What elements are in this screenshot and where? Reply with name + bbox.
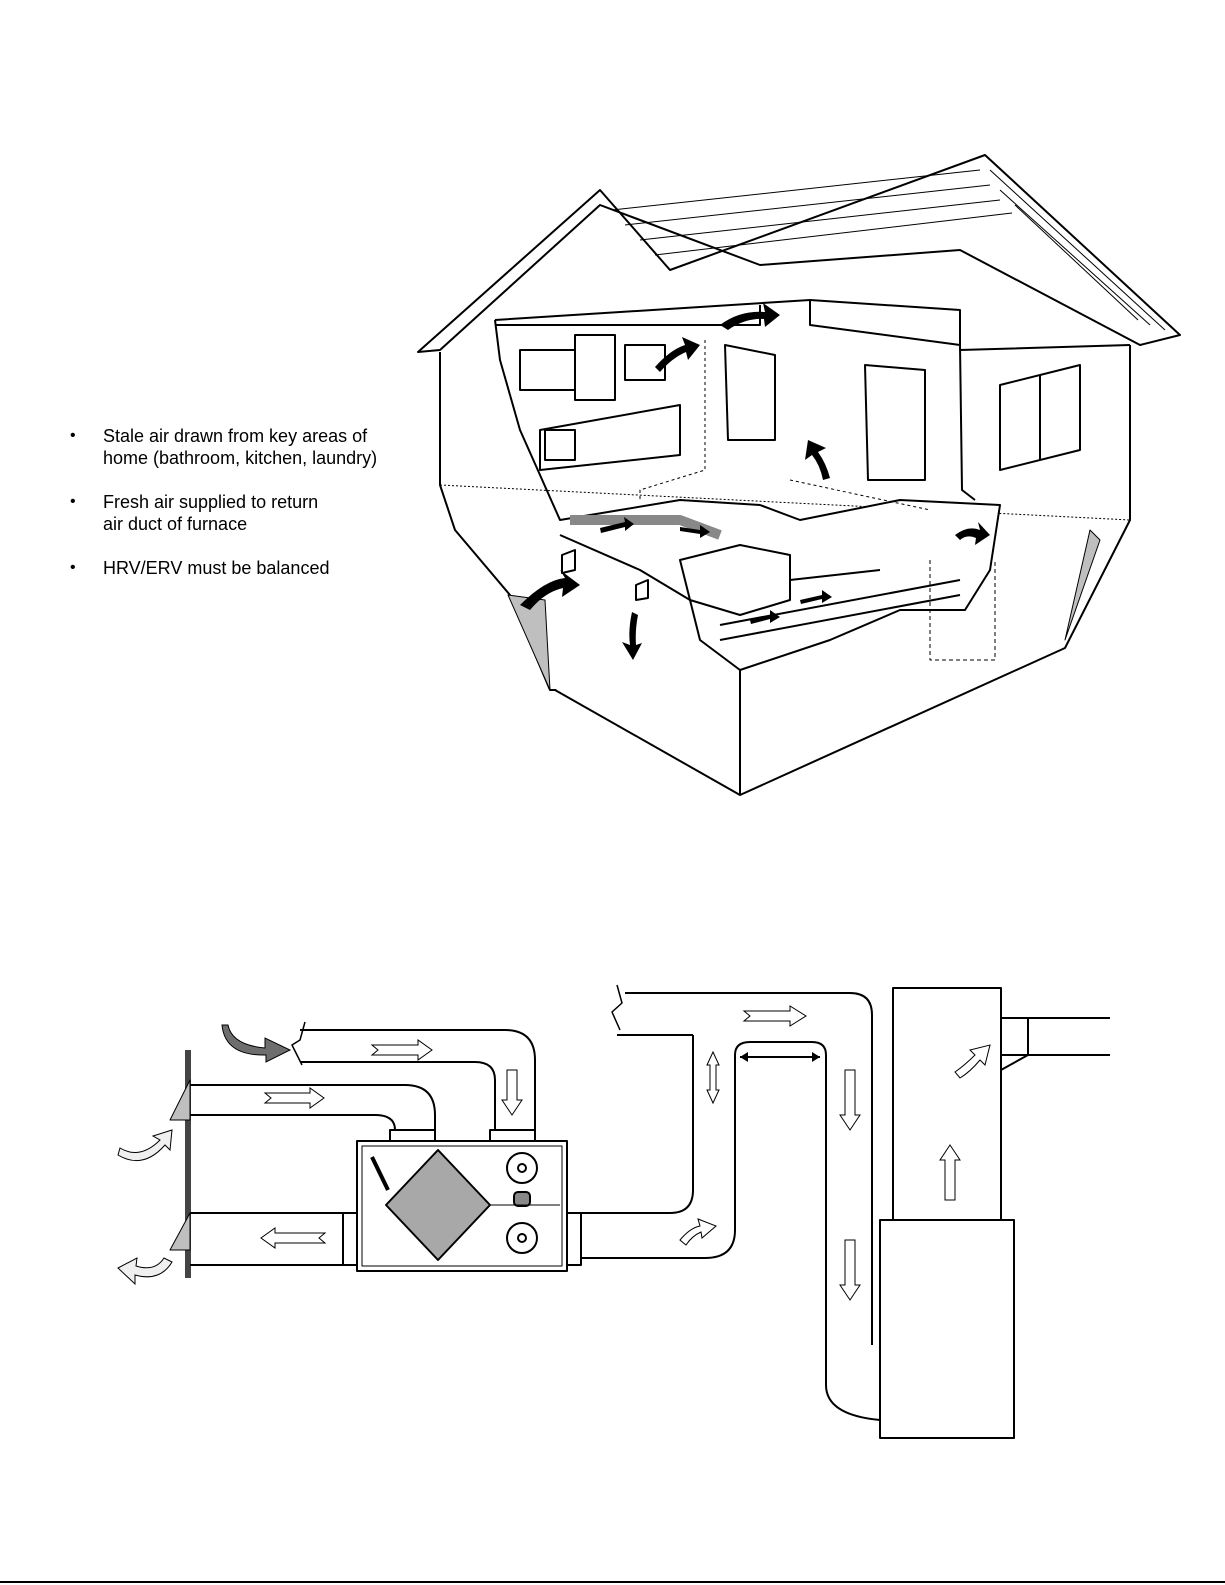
blower-fan-icon (507, 1223, 537, 1253)
roof (418, 155, 1180, 352)
blower-fan-icon (507, 1153, 537, 1183)
bullet-marker: • (70, 493, 76, 510)
return-plenum (893, 988, 1001, 1220)
bullet-marker: • (70, 559, 76, 576)
bullet-text: HRV/ERV must be balanced (103, 558, 330, 578)
page-bottom-rule (0, 1581, 1225, 1583)
bullet-text: Stale air drawn from key areas of home (bathroom, kitchen, laundry) (103, 426, 378, 468)
exterior-wall (185, 1050, 191, 1278)
exchanger-core-icon (386, 1150, 490, 1260)
furnace-icon (880, 1220, 1014, 1438)
hrv-unit-icon (357, 1141, 567, 1271)
bullet-marker: • (70, 427, 76, 444)
bullet-text: Fresh air supplied to return air duct of furnace (103, 492, 319, 534)
